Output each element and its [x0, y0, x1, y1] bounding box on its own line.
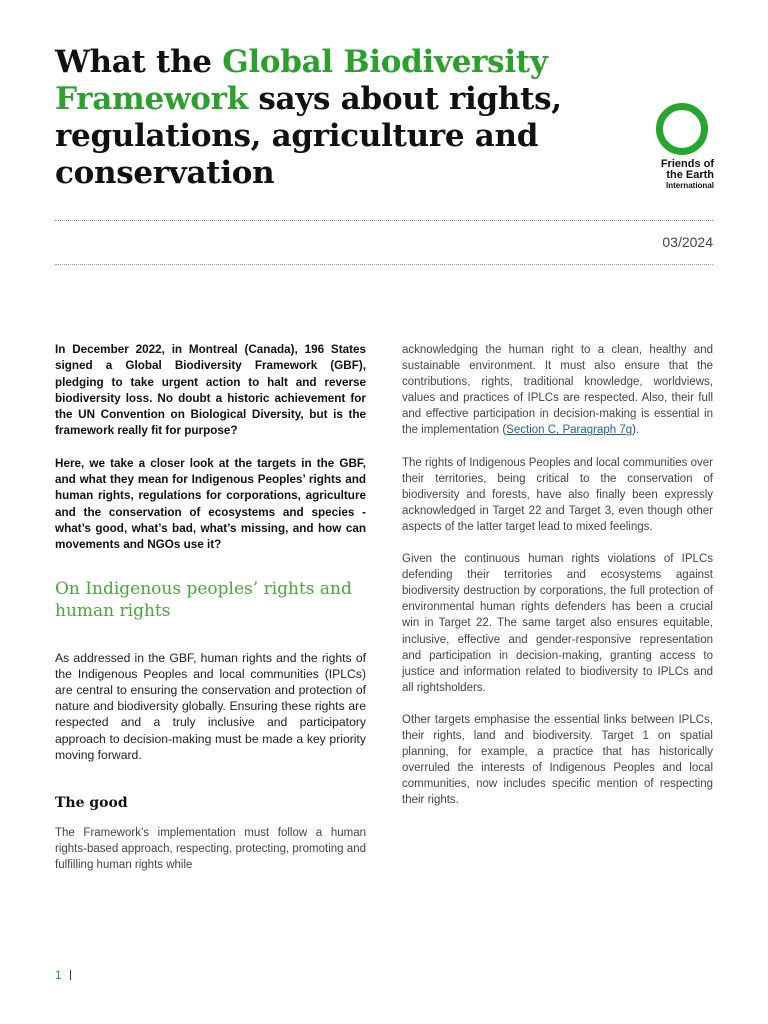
page-number: 1	[55, 968, 62, 982]
document-title	[55, 44, 615, 192]
logo-line-2: the Earth	[666, 169, 714, 181]
intro-paragraph-1: In December 2022, in Montreal (Canada), 196 States signed a Global Biodiversity Framework (GBF), pledging to take urgent action to halt and reverse biodiversity loss. No doubt a historic achievement for the UN Convention on Biological Diversity, but is the framework really fit for purpose?	[55, 343, 366, 438]
section-paragraph-1: As addressed in the GBF, human rights and the rights of the Indigenous Peoples and local communities (IPLCs) are central to ensuring the conservation and protection of nature and biodiversity globally. Ensuring these rights are respected and a truly inclusive and participatory approach to decision-making must be made a key priority moving forward.	[55, 650, 366, 762]
right-paragraph-1-end: ).	[632, 424, 640, 437]
title-part-2: says about rights, regulations, agriculture and conservation	[55, 81, 562, 191]
right-paragraph-3: Given the continuous human rights violations of IPLCs defending their territories and ecosystems against biodiversity destruction by corporations, the full protection of environmental human rights defenders has been a crucial win in Target 22. The same target also ensures equitable, inclusive, effective and gender-responsive representation and participation in decision-making, granting access to justice and information related to biodiversity to IPLCs and all rightsholders.	[402, 553, 713, 694]
intro-paragraph-2: Here, we take a closer look at the targets in the GBF, and what they mean for Indigenous Peoples’ rights and human rights, regulations for corporations, agriculture and the conservation of ecosystems and species - what’s good, what’s bad, what’s missing, and how can movements and NGOs use it?	[55, 456, 366, 552]
logo-line-1: Friends of	[660, 158, 714, 170]
left-column	[55, 342, 366, 873]
title-part-1: What the	[55, 44, 223, 80]
publication-date: 03/2024	[662, 234, 713, 250]
section-heading: On Indigenous peoples’ rights and human rights	[55, 578, 352, 621]
section-paragraph-2: The Framework’s implementation must follow a human rights-based approach, respecting, protecting, promoting and fulfilling human rights while	[55, 826, 366, 872]
page-footer	[55, 968, 71, 982]
right-paragraph-4: Other targets emphasise the essential links between IPLCs, their rights, land and biodiversity. Target 1 on spatial planning, for example, a practice that has historically overruled the interests of Indigenous Peoples and local communities, now includes specific mention of respecting their rights.	[402, 713, 713, 807]
footer-divider	[70, 970, 71, 980]
ring-icon	[656, 103, 708, 155]
title-highlight: Global Biodiversity Framework	[55, 44, 548, 117]
foe-logo	[648, 103, 714, 190]
right-paragraph-2: The rights of Indigenous Peoples and local communities over their territories, being critical to the conservation of biodiversity and forests, have also finally been expressly acknowledged in Target 22 and Target 3, even though other aspects of the latter target lead to mixed feelings.	[402, 456, 713, 533]
subheading-the-good: The good	[55, 794, 128, 811]
right-column	[402, 342, 713, 824]
bottom-divider	[55, 264, 713, 265]
top-divider	[55, 220, 713, 221]
section-c-link[interactable]: Section C, Paragraph 7g	[506, 424, 633, 437]
right-paragraph-1	[402, 342, 713, 439]
right-paragraph-1-text: acknowledging the human right to a clean, healthy and sustainable environment. It must also ensure that the contributions, rights, traditional knowledge, worldviews, values and practices of IPLCs are respected. Also, their full and effective participation in decision-making is essential in the implementation (	[402, 344, 713, 437]
logo-line-3: International	[665, 181, 714, 190]
logo-wordmark	[648, 159, 714, 190]
